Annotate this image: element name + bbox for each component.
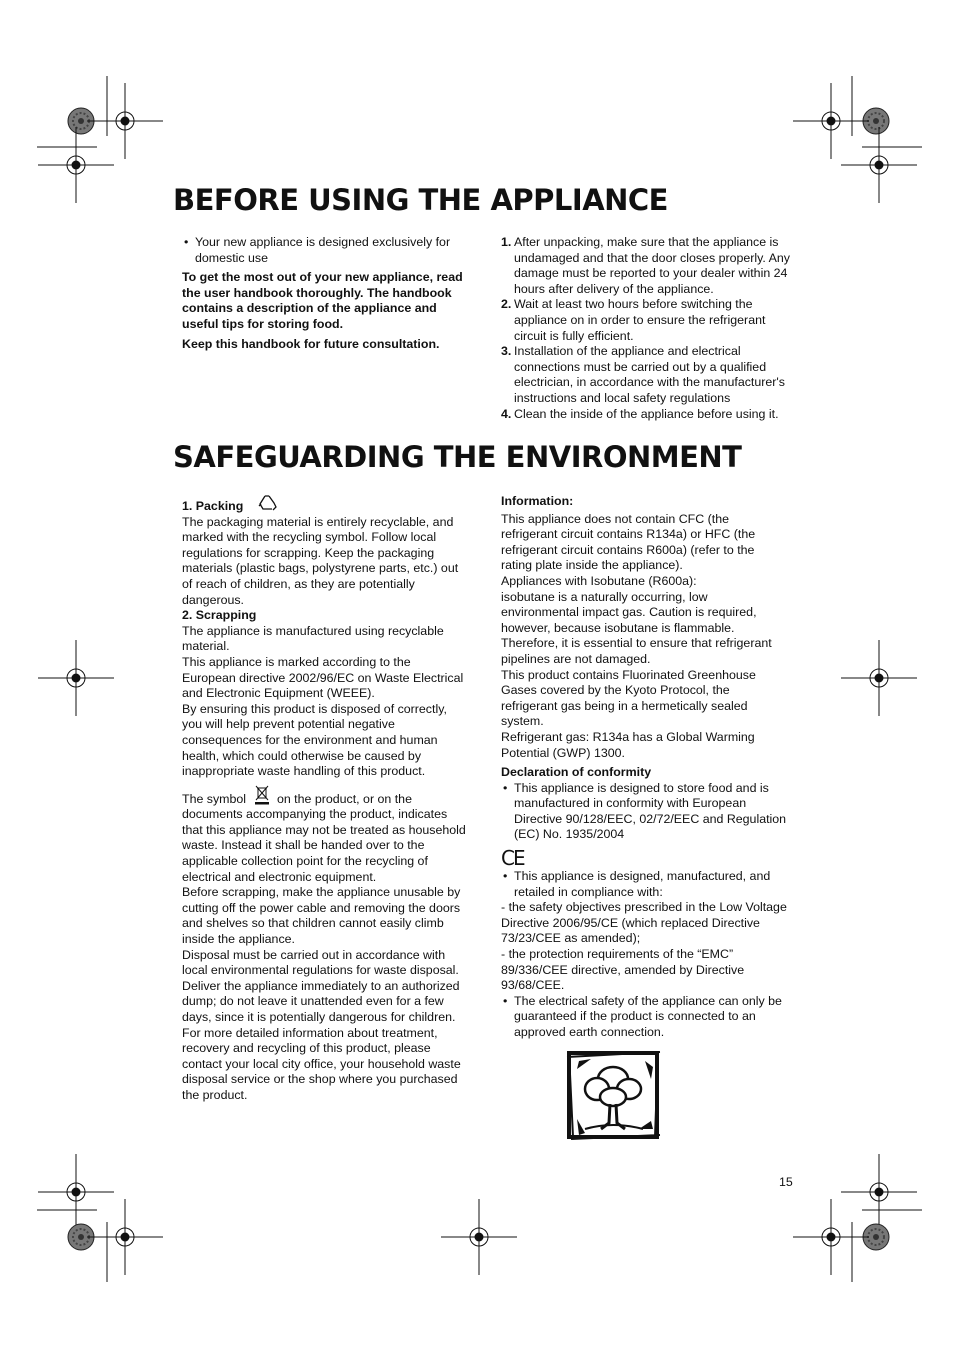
weee-symbol-text: The symbol on the product, or on the documents accompanying the product, indicates that this appliance may not be treated as household waste. Instead it shall be handed over to the applicable collection point for the recycling of electrical and electronic equipment. (182, 785, 467, 886)
list-item: • Your new appliance is designed exclusively for domestic use (182, 235, 467, 266)
page-number: 15 (779, 1175, 793, 1189)
tree-logo-icon (565, 1049, 663, 1141)
scrapping-text: For more detailed information about treatment, recovery and recycling of this product, please contact your local city office, your household waste disposal service or the shop where you purchased the product. (182, 1025, 461, 1102)
list-item: 4. Clean the inside of the appliance before using it. (501, 406, 779, 421)
list-item: • The electrical safety of the appliance can only be guaranteed if the product is connected to an approved earth connection. (501, 994, 787, 1041)
scrapping-text: The appliance is manufactured using recyclable material. (182, 623, 444, 654)
handbook-advice: To get the most out of your new appliance, read the user handbook thoroughly. The handbook contains a description of the appliance and useful tips for storing food. (182, 270, 463, 331)
declaration-text: - the protection requirements of the “EMC” 89/336/CEE directive, amended by Directive 93/68/CEE. (501, 947, 745, 993)
list-item: 2. Wait at least two hours before switching the appliance on in order to ensure the refrigerant circuit is fully efficient. (501, 297, 766, 343)
packing-heading: 1. Packing (182, 494, 467, 515)
section-title-before-using: BEFORE USING THE APPLIANCE (173, 183, 668, 217)
list-item: • This appliance is designed to store food and is manufactured in conformity with European Directive 90/128/EEC, 02/72/EEC and Regulation (EC) No. 1935/2004 (501, 781, 787, 843)
list-item: 3. Installation of the appliance and electrical connections must be carried out by a qualified electrician, in accordance with the manufacturer's instructions and local safety regulations (501, 344, 785, 405)
declaration-heading: Declaration of conformity (501, 765, 652, 780)
info-text: Appliances with Isobutane (R600a): (501, 573, 697, 588)
recycle-icon (257, 494, 279, 512)
before-left-column (182, 235, 467, 352)
ce-mark (501, 847, 787, 869)
scrapping-text: Before scrapping, make the appliance unusable by cutting off the power cable and removing the doors and shelves so that children cannot easily climb inside the appliance. (182, 885, 461, 947)
crossed-bin-icon (254, 785, 270, 805)
keep-handbook-note: Keep this handbook for future consultation. (182, 336, 440, 351)
ce-mark-icon: CE (501, 846, 524, 871)
scrapping-text: This appliance is marked according to the European directive 2002/96/EC on Waste Electrical and Electronic Equipment (WEEE). (182, 654, 464, 701)
info-text: Refrigerant gas: R134a has a Global Warming Potential (GWP) 1300. (501, 729, 755, 760)
list-item: 1. After unpacking, make sure that the appliance is undamaged and that the door closes properly. Any damage must be reported to your dealer within 24 hours after delivery of the appliance. (501, 235, 790, 296)
scrapping-text: By ensuring this product is disposed of correctly, you will help prevent potential negative consequences for the environment and human health, which could otherwise be caused by inappropriate waste handling of this product. (182, 701, 447, 779)
section-title-environment: SAFEGUARDING THE ENVIRONMENT (173, 440, 742, 474)
information-heading: Information: (501, 494, 574, 508)
info-text: This product contains Fluorinated Greenhouse Gases covered by the Kyoto Protocol, the refrigerant gas being in a hermetically sealed system. (501, 667, 756, 729)
environment-left-column (182, 494, 467, 1104)
info-text: isobutane is a naturally occurring, low environmental impact gas. Caution is required, however, because isobutane is flammable. Therefore, it is essential to ensure that refrigerant pipelines are not damaged. (501, 589, 772, 666)
before-steps-list (501, 235, 793, 422)
list-item: • This appliance is designed, manufactured, and retailed in compliance with: (501, 869, 787, 900)
info-text: This appliance does not contain CFC (the refrigerant circuit contains R134a) or HFC (the refrigerant circuit contains R600a) (refer to the rating plate inside the appliance). (501, 511, 756, 573)
environment-right-column (501, 494, 787, 1041)
scrapping-text: Disposal must be carried out in accordance with local environmental regulations for waste disposal. Deliver the appliance immediately to an authorized dump; do not leave it unattended even for a few days, since it is potentially dangerous for children. (182, 947, 460, 1024)
scrapping-heading: 2. Scrapping (182, 608, 257, 623)
packing-text: The packaging material is entirely recyclable, and marked with the recycling symbol. Follow local regulations for scrapping. Keep the packaging materials (plastic bags, polystyrene parts, etc.) out of reach of children, as they are potentially dangerous. (182, 514, 459, 607)
declaration-text: - the safety objectives prescribed in the Low Voltage Directive 2006/95/CE (which replaced Directive 73/23/CEE as amended); (501, 900, 787, 946)
